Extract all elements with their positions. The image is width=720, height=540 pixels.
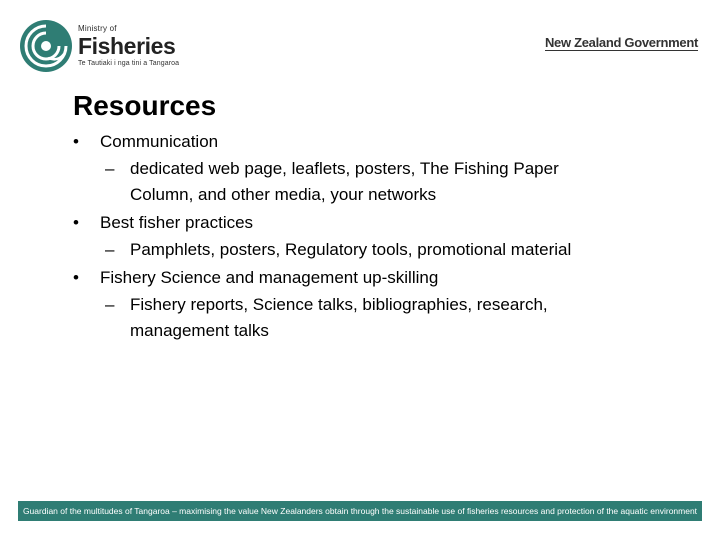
dash-symbol: –: [105, 295, 115, 314]
footer-banner: [18, 501, 702, 521]
logo-ministry-of: Ministry of: [78, 24, 117, 33]
logo-wordmark: [78, 24, 179, 68]
sub-bullet-fishery-science-line1: Fishery reports, Science talks, bibliographies, research,: [130, 295, 548, 314]
bullet-symbol: •: [73, 132, 79, 151]
logo-fisheries: Fisheries: [78, 33, 176, 59]
dash-symbol: –: [105, 159, 115, 178]
bullet-symbol: •: [73, 213, 79, 232]
sub-bullet-communication-line1: dedicated web page, leaflets, posters, The Fishing Paper: [130, 159, 559, 178]
sub-bullet-fishery-science-line2: management talks: [130, 321, 269, 340]
government-label: New Zealand Government: [544, 35, 698, 50]
koru-emblem-icon: [18, 18, 74, 74]
bullet-best-fisher-practices: Best fisher practices: [100, 213, 254, 232]
logo-maori-tagline: Te Tautiaki i nga tini a Tangaroa: [78, 60, 180, 67]
ministry-logo: [18, 18, 188, 74]
bullet-symbol: •: [73, 268, 79, 287]
government-underline: [545, 50, 698, 51]
slide-title: Resources: [73, 90, 217, 121]
sub-bullet-best-fisher-practices: Pamphlets, posters, Regulatory tools, promotional material: [130, 240, 572, 259]
sub-bullet-communication-line2: Column, and other media, your networks: [130, 185, 437, 204]
bullet-communication: Communication: [100, 132, 219, 151]
bullet-fishery-science: Fishery Science and management up-skilling: [100, 268, 439, 287]
nz-government-logo: [545, 35, 698, 50]
dash-symbol: –: [105, 240, 115, 259]
footer-tagline: Guardian of the multitudes of Tangaroa – maximising the value New Zealanders obtain through the sustainable use of fisheries resources and protection of the aquatic environment: [22, 506, 698, 516]
